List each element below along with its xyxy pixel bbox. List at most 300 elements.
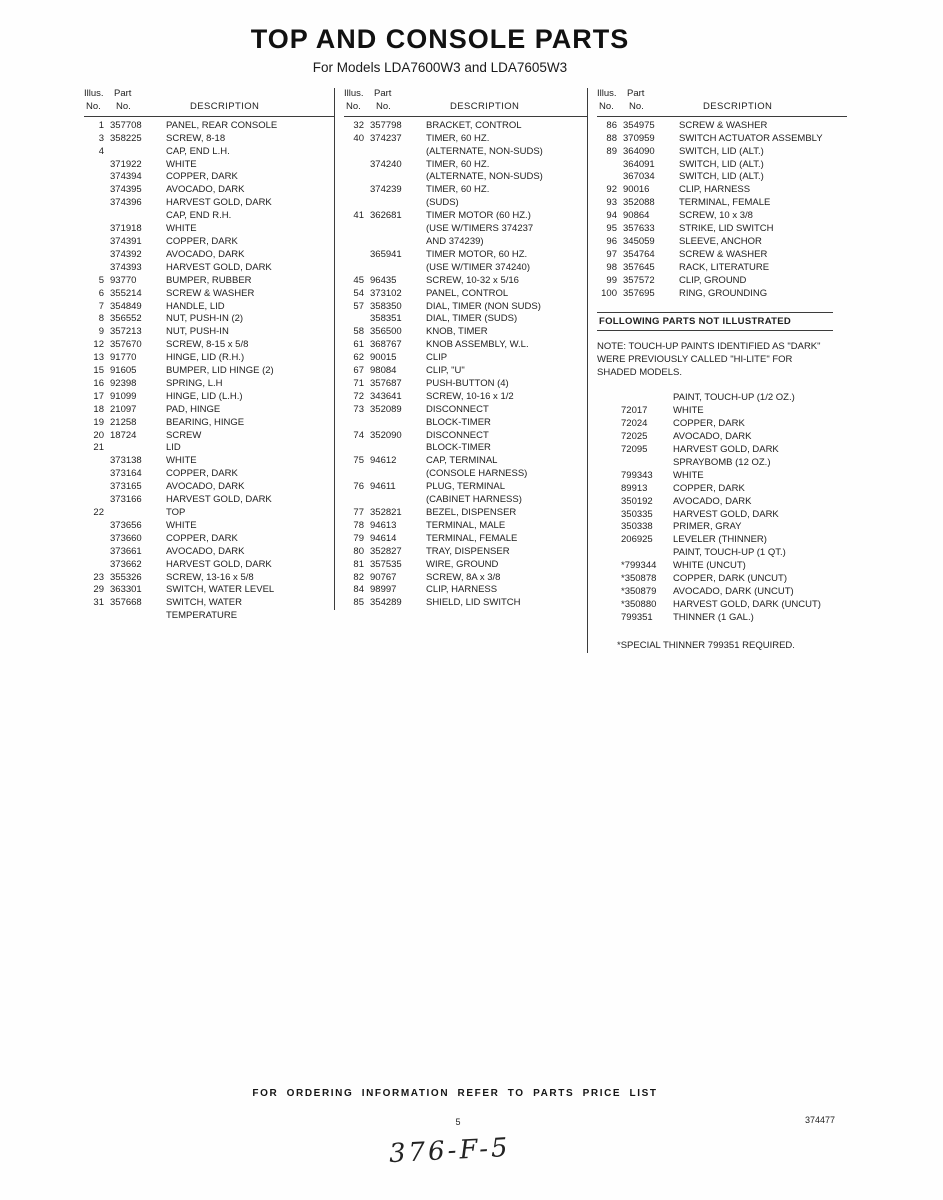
parts-row <box>84 546 334 559</box>
parts-row <box>597 262 847 275</box>
part-no: 362681 <box>370 210 402 222</box>
parts-column-1 <box>84 88 334 623</box>
illus-no: 18 <box>93 403 104 415</box>
parts-rows <box>344 120 587 610</box>
part-description: (CONSOLE HARNESS) <box>426 468 528 480</box>
illus-no <box>84 455 110 468</box>
illus-no <box>344 146 370 159</box>
parts-row <box>84 236 334 249</box>
parts-row <box>84 417 334 430</box>
illus-no: 58 <box>353 326 364 338</box>
part-no: 357708 <box>110 119 142 131</box>
illus-no <box>597 171 623 184</box>
illus-no: 17 <box>93 390 104 402</box>
part-description: (CABINET HARNESS) <box>426 494 522 506</box>
illus-no: 32 <box>353 119 364 131</box>
part-description: WHITE <box>673 469 704 481</box>
illus-no: 85 <box>353 597 364 609</box>
part-no: 368767 <box>370 339 402 351</box>
paint-row <box>597 392 847 405</box>
part-no: 374237 <box>370 132 402 144</box>
header-part-label: Part <box>374 88 392 99</box>
paint-rows <box>597 392 847 624</box>
part-no: 799351 <box>621 611 653 623</box>
part-description: COPPER, DARK <box>166 235 238 247</box>
part-description: COPPER, DARK <box>166 468 238 480</box>
illus-no: 13 <box>93 352 104 364</box>
part-description: AVOCADO, DARK (UNCUT) <box>673 586 794 597</box>
illus-no: 4 <box>98 145 104 157</box>
parts-row <box>344 210 587 223</box>
parts-row <box>597 210 847 223</box>
part-description: BEZEL, DISPENSER <box>426 507 517 518</box>
illus-no: 80 <box>353 545 364 557</box>
part-no: 357213 <box>110 326 142 338</box>
part-no <box>110 146 166 159</box>
part-no: 72025 <box>621 431 648 443</box>
part-description: TRAY, DISPENSER <box>426 545 510 557</box>
part-description: TIMER MOTOR (60 HZ.) <box>426 210 531 222</box>
illus-no <box>84 468 110 481</box>
header-line-1 <box>84 88 334 101</box>
part-description: CLIP, HARNESS <box>679 184 751 196</box>
part-no: 799343 <box>621 469 653 481</box>
part-no: 358225 <box>110 132 142 144</box>
illus-no: 15 <box>93 365 104 377</box>
part-no: 373138 <box>110 455 142 467</box>
parts-row <box>84 378 334 391</box>
document-number: 374477 <box>805 1115 836 1125</box>
part-no: 91099 <box>110 390 137 402</box>
part-description: COPPER, DARK <box>166 171 238 183</box>
illus-no <box>344 442 370 455</box>
part-description: WHITE <box>166 519 197 531</box>
part-no: 345059 <box>623 235 655 247</box>
parts-row <box>344 288 587 301</box>
parts-row <box>344 301 587 314</box>
illus-no: 74 <box>353 429 364 441</box>
illus-no: 62 <box>353 352 364 364</box>
paint-row <box>597 431 847 444</box>
part-no: 356500 <box>370 326 402 338</box>
parts-row <box>344 572 587 585</box>
part-no: 18724 <box>110 429 137 441</box>
paint-row <box>597 534 847 547</box>
paint-row <box>597 418 847 431</box>
parts-row <box>84 120 334 133</box>
part-description: AVOCADO, DARK <box>166 481 245 493</box>
part-no <box>110 442 166 455</box>
parts-row <box>344 171 587 184</box>
parts-row <box>84 171 334 184</box>
header-part-label: Part <box>627 88 645 99</box>
part-description: HARVEST GOLD, DARK (UNCUT) <box>673 598 821 610</box>
illus-no <box>84 249 110 262</box>
part-no: 94611 <box>370 481 396 493</box>
part-description: (USE W/TIMERS 374237 <box>426 223 534 235</box>
illus-no <box>344 159 370 172</box>
part-description: COPPER, DARK <box>166 532 238 544</box>
header-description-label: DESCRIPTION <box>190 100 260 112</box>
page-title: TOP AND CONSOLE PARTS <box>250 24 630 54</box>
column-header <box>344 88 587 117</box>
parts-row <box>344 597 587 610</box>
column-header <box>597 88 847 117</box>
parts-row <box>84 326 334 339</box>
illus-no <box>344 171 370 184</box>
illus-no: 20 <box>93 429 104 441</box>
parts-column-3 <box>587 88 847 653</box>
illus-no: 86 <box>606 119 617 131</box>
illus-no: 92 <box>606 184 617 196</box>
parts-row <box>84 249 334 262</box>
parts-row <box>344 559 587 572</box>
parts-row <box>84 159 334 172</box>
part-description: CLIP <box>426 352 448 364</box>
part-no: 374393 <box>110 261 142 273</box>
part-description: WHITE (UNCUT) <box>673 560 746 572</box>
part-no <box>370 262 426 275</box>
part-no <box>370 468 426 481</box>
part-description: HARVEST GOLD, DARK <box>166 558 272 570</box>
part-description: LEVELER (THINNER) <box>673 534 767 546</box>
parts-row <box>344 430 587 443</box>
part-description: PRIMER, GRAY <box>673 521 742 533</box>
part-no: 367034 <box>623 171 655 183</box>
header-part-label: Part <box>114 88 132 99</box>
part-description: BLOCK-TIMER <box>426 442 491 454</box>
parts-row <box>84 572 334 585</box>
illus-no: 3 <box>98 132 104 144</box>
part-description: PAINT, TOUCH-UP (1/2 OZ.) <box>673 392 795 404</box>
illus-no <box>344 249 370 262</box>
handwritten-text: 376-F-5 <box>388 1132 512 1170</box>
illus-no: 61 <box>353 339 364 351</box>
part-description: CLIP, GROUND <box>679 274 747 286</box>
parts-row <box>344 352 587 365</box>
part-description: CAP, TERMINAL <box>426 455 498 467</box>
part-no: 373102 <box>370 287 402 299</box>
part-description: PUSH-BUTTON (4) <box>426 377 509 389</box>
illus-no <box>344 184 370 197</box>
illus-no <box>344 494 370 507</box>
part-description: HARVEST GOLD, DARK <box>673 444 779 456</box>
part-description: BUMPER, LID HINGE (2) <box>166 365 274 377</box>
parts-row <box>344 223 587 236</box>
parts-row <box>84 533 334 546</box>
part-description: STRIKE, LID SWITCH <box>679 223 774 235</box>
parts-row <box>344 481 587 494</box>
part-description: RING, GROUNDING <box>679 287 768 299</box>
paint-row <box>597 599 847 612</box>
part-no: 21097 <box>110 403 137 415</box>
illus-no <box>84 223 110 236</box>
part-no: 354849 <box>110 300 142 312</box>
illus-no: 57 <box>353 300 364 312</box>
part-no <box>110 210 166 223</box>
paint-row <box>597 509 847 522</box>
parts-row <box>344 262 587 275</box>
paint-row <box>597 560 847 573</box>
handwritten-annotation <box>0 1132 900 1170</box>
part-description: SCREW & WASHER <box>166 287 255 299</box>
part-no: 374391 <box>110 235 142 247</box>
parts-row <box>84 520 334 533</box>
illus-no <box>84 262 110 275</box>
parts-row <box>84 352 334 365</box>
parts-row <box>344 313 587 326</box>
part-no: 94613 <box>370 519 397 531</box>
part-description: SCREW, 8A x 3/8 <box>426 571 501 583</box>
part-description: TERMINAL, FEMALE <box>679 197 771 209</box>
part-description: CAP, END L.H. <box>166 145 230 157</box>
part-no: 90015 <box>370 352 397 364</box>
part-no: 355214 <box>110 287 142 299</box>
part-description: HINGE, LID (R.H.) <box>166 352 245 364</box>
part-description: SCREW <box>166 429 202 441</box>
part-description: HINGE, LID (L.H.) <box>166 390 243 402</box>
parts-row <box>84 610 334 623</box>
part-description: SWITCH, WATER LEVEL <box>166 584 275 596</box>
part-description: TOP <box>166 507 186 518</box>
part-no: 364091 <box>623 158 655 170</box>
parts-row <box>84 223 334 236</box>
illus-no: 93 <box>606 197 617 209</box>
parts-row <box>84 313 334 326</box>
parts-row <box>84 468 334 481</box>
header-illus-label: Illus. <box>84 88 104 99</box>
parts-row <box>344 507 587 520</box>
part-description: TIMER MOTOR, 60 HZ. <box>426 248 528 260</box>
parts-row <box>344 326 587 339</box>
part-no: 350338 <box>621 521 653 533</box>
part-description: SCREW & WASHER <box>679 248 768 260</box>
illus-no: 88 <box>606 132 617 144</box>
part-no: 357633 <box>623 223 655 235</box>
illus-no <box>344 417 370 430</box>
header-description-label: DESCRIPTION <box>450 100 520 112</box>
parts-rows <box>597 120 847 301</box>
part-description: AVOCADO, DARK <box>166 545 245 557</box>
parts-row <box>344 584 587 597</box>
part-description: (ALTERNATE, NON-SUDS) <box>426 145 543 157</box>
parts-row <box>84 404 334 417</box>
part-description: SCREW & WASHER <box>679 119 768 131</box>
part-no: 364090 <box>623 145 655 157</box>
parts-row <box>84 507 334 520</box>
part-description: (USE W/TIMER 374240) <box>426 261 530 273</box>
parts-row <box>344 404 587 417</box>
part-no: 371922 <box>110 158 142 170</box>
paint-row <box>597 547 847 560</box>
illus-no: 1 <box>98 119 104 131</box>
illus-no: 41 <box>353 210 364 222</box>
part-description: BRACKET, CONTROL <box>426 119 522 131</box>
parts-row <box>597 223 847 236</box>
part-description: SCREW, 10 x 3/8 <box>679 210 753 222</box>
part-no: 352090 <box>370 429 402 441</box>
header-no-label: No. <box>629 100 644 112</box>
paint-row <box>597 470 847 483</box>
part-description: PANEL, CONTROL <box>426 287 509 299</box>
part-description: SPRAYBOMB (12 OZ.) <box>673 456 771 468</box>
part-no <box>110 610 166 623</box>
part-no: *350878 <box>621 573 657 585</box>
part-description: DISCONNECT <box>426 403 489 415</box>
header-no-label: No. <box>376 100 391 112</box>
illus-no <box>344 223 370 236</box>
illus-no <box>597 159 623 172</box>
part-description: CLIP, "U" <box>426 365 465 377</box>
parts-row <box>84 262 334 275</box>
parts-row <box>344 184 587 197</box>
header-no-label: No. <box>116 100 131 112</box>
part-no: 350335 <box>621 508 653 520</box>
parts-row <box>84 365 334 378</box>
paint-row <box>597 586 847 599</box>
part-no: 357645 <box>623 261 655 273</box>
part-description: SWITCH, LID (ALT.) <box>679 158 764 170</box>
illus-no: 12 <box>93 339 104 351</box>
column-header <box>84 88 334 117</box>
part-no: 72024 <box>621 418 648 430</box>
parts-row <box>84 442 334 455</box>
parts-row <box>344 494 587 507</box>
illus-no: 79 <box>353 532 364 544</box>
parts-row <box>344 236 587 249</box>
parts-row <box>597 171 847 184</box>
parts-row <box>84 210 334 223</box>
part-description: COPPER, DARK (UNCUT) <box>673 573 788 585</box>
illus-no: 40 <box>353 132 364 144</box>
part-no: 355326 <box>110 571 142 583</box>
illus-no <box>84 610 110 623</box>
part-no: 357670 <box>110 339 142 351</box>
illus-no: 72 <box>353 390 364 402</box>
paint-row <box>597 573 847 586</box>
parts-row <box>344 455 587 468</box>
parts-row <box>84 184 334 197</box>
part-no: 92398 <box>110 377 137 389</box>
part-no: 374239 <box>370 184 402 196</box>
part-description: TERMINAL, MALE <box>426 519 506 531</box>
illus-no <box>344 262 370 275</box>
parts-row <box>344 365 587 378</box>
parts-row <box>84 275 334 288</box>
parts-row <box>344 442 587 455</box>
part-description: BUMPER, RUBBER <box>166 274 252 286</box>
parts-row <box>84 146 334 159</box>
parts-row <box>344 197 587 210</box>
part-description: SLEEVE, ANCHOR <box>679 235 762 247</box>
part-description: CLIP, HARNESS <box>426 584 498 596</box>
part-description: AVOCADO, DARK <box>166 248 245 260</box>
parts-row <box>597 159 847 172</box>
part-description: (ALTERNATE, NON-SUDS) <box>426 171 543 183</box>
part-no <box>370 417 426 430</box>
part-no: 352088 <box>623 197 655 209</box>
part-description: SCREW, 10-32 x 5/16 <box>426 274 519 286</box>
illus-no: 22 <box>93 507 104 518</box>
part-description: DISCONNECT <box>426 429 489 441</box>
parts-row <box>84 481 334 494</box>
part-description: COPPER, DARK <box>673 418 745 430</box>
parts-row <box>84 559 334 572</box>
part-no: 98084 <box>370 365 397 377</box>
parts-row <box>597 133 847 146</box>
part-no: 357687 <box>370 377 402 389</box>
part-description: PANEL, REAR CONSOLE <box>166 119 278 131</box>
part-no: 358351 <box>370 313 402 325</box>
parts-row <box>344 159 587 172</box>
part-description: AVOCADO, DARK <box>673 495 752 507</box>
parts-row <box>344 146 587 159</box>
part-no: *350880 <box>621 598 657 610</box>
illus-no: 75 <box>353 455 364 467</box>
part-no: 94612 <box>370 455 397 467</box>
illus-no: 73 <box>353 403 364 415</box>
illus-no: 100 <box>601 287 617 299</box>
parts-row <box>344 133 587 146</box>
part-description: SWITCH ACTUATOR ASSEMBLY <box>679 132 823 144</box>
illus-no <box>84 559 110 572</box>
illus-no <box>84 197 110 210</box>
touch-up-paint-note: NOTE: TOUCH-UP PAINTS IDENTIFIED AS "DARK" WERE PREVIOUSLY CALLED "HI-LITE" FOR SHADED MODELS. <box>597 341 821 379</box>
part-no: 354764 <box>623 248 655 260</box>
illus-no <box>84 533 110 546</box>
part-no <box>370 494 426 507</box>
header-no-label: No. <box>346 100 361 112</box>
part-no: 373660 <box>110 532 142 544</box>
part-no: 357668 <box>110 597 142 609</box>
illus-no <box>344 236 370 249</box>
part-description: HARVEST GOLD, DARK <box>166 261 272 273</box>
part-no: *799344 <box>621 560 657 572</box>
part-description: SCREW, 8-15 x 5/8 <box>166 339 249 351</box>
part-no: 91770 <box>110 352 137 364</box>
illus-no: 19 <box>93 416 104 428</box>
illus-no: 98 <box>606 261 617 273</box>
illus-no: 54 <box>353 287 364 299</box>
part-no: 356552 <box>110 313 142 325</box>
part-no: 358350 <box>370 300 402 312</box>
header-line-2 <box>84 101 334 114</box>
part-no: 354975 <box>623 119 655 131</box>
part-description: SHIELD, LID SWITCH <box>426 597 521 609</box>
part-no: *350879 <box>621 586 657 597</box>
parts-row <box>84 430 334 443</box>
part-description: AVOCADO, DARK <box>673 431 752 443</box>
part-description: (SUDS) <box>426 197 459 209</box>
part-no: 373166 <box>110 494 142 506</box>
part-no: 72095 <box>621 444 648 456</box>
part-description: DIAL, TIMER (NON SUDS) <box>426 300 541 312</box>
part-description: BEARING, HINGE <box>166 416 245 428</box>
illus-no: 78 <box>353 519 364 531</box>
illus-no <box>84 481 110 494</box>
illus-no: 8 <box>98 313 104 325</box>
parts-row <box>597 288 847 301</box>
illus-no <box>84 159 110 172</box>
part-description: HARVEST GOLD, DARK <box>166 197 272 209</box>
parts-row <box>84 197 334 210</box>
part-description: HARVEST GOLD, DARK <box>166 494 272 506</box>
part-no: 374395 <box>110 184 142 196</box>
illus-no <box>84 494 110 507</box>
parts-row <box>344 275 587 288</box>
part-no: 96435 <box>370 274 397 286</box>
illus-no: 67 <box>353 365 364 377</box>
